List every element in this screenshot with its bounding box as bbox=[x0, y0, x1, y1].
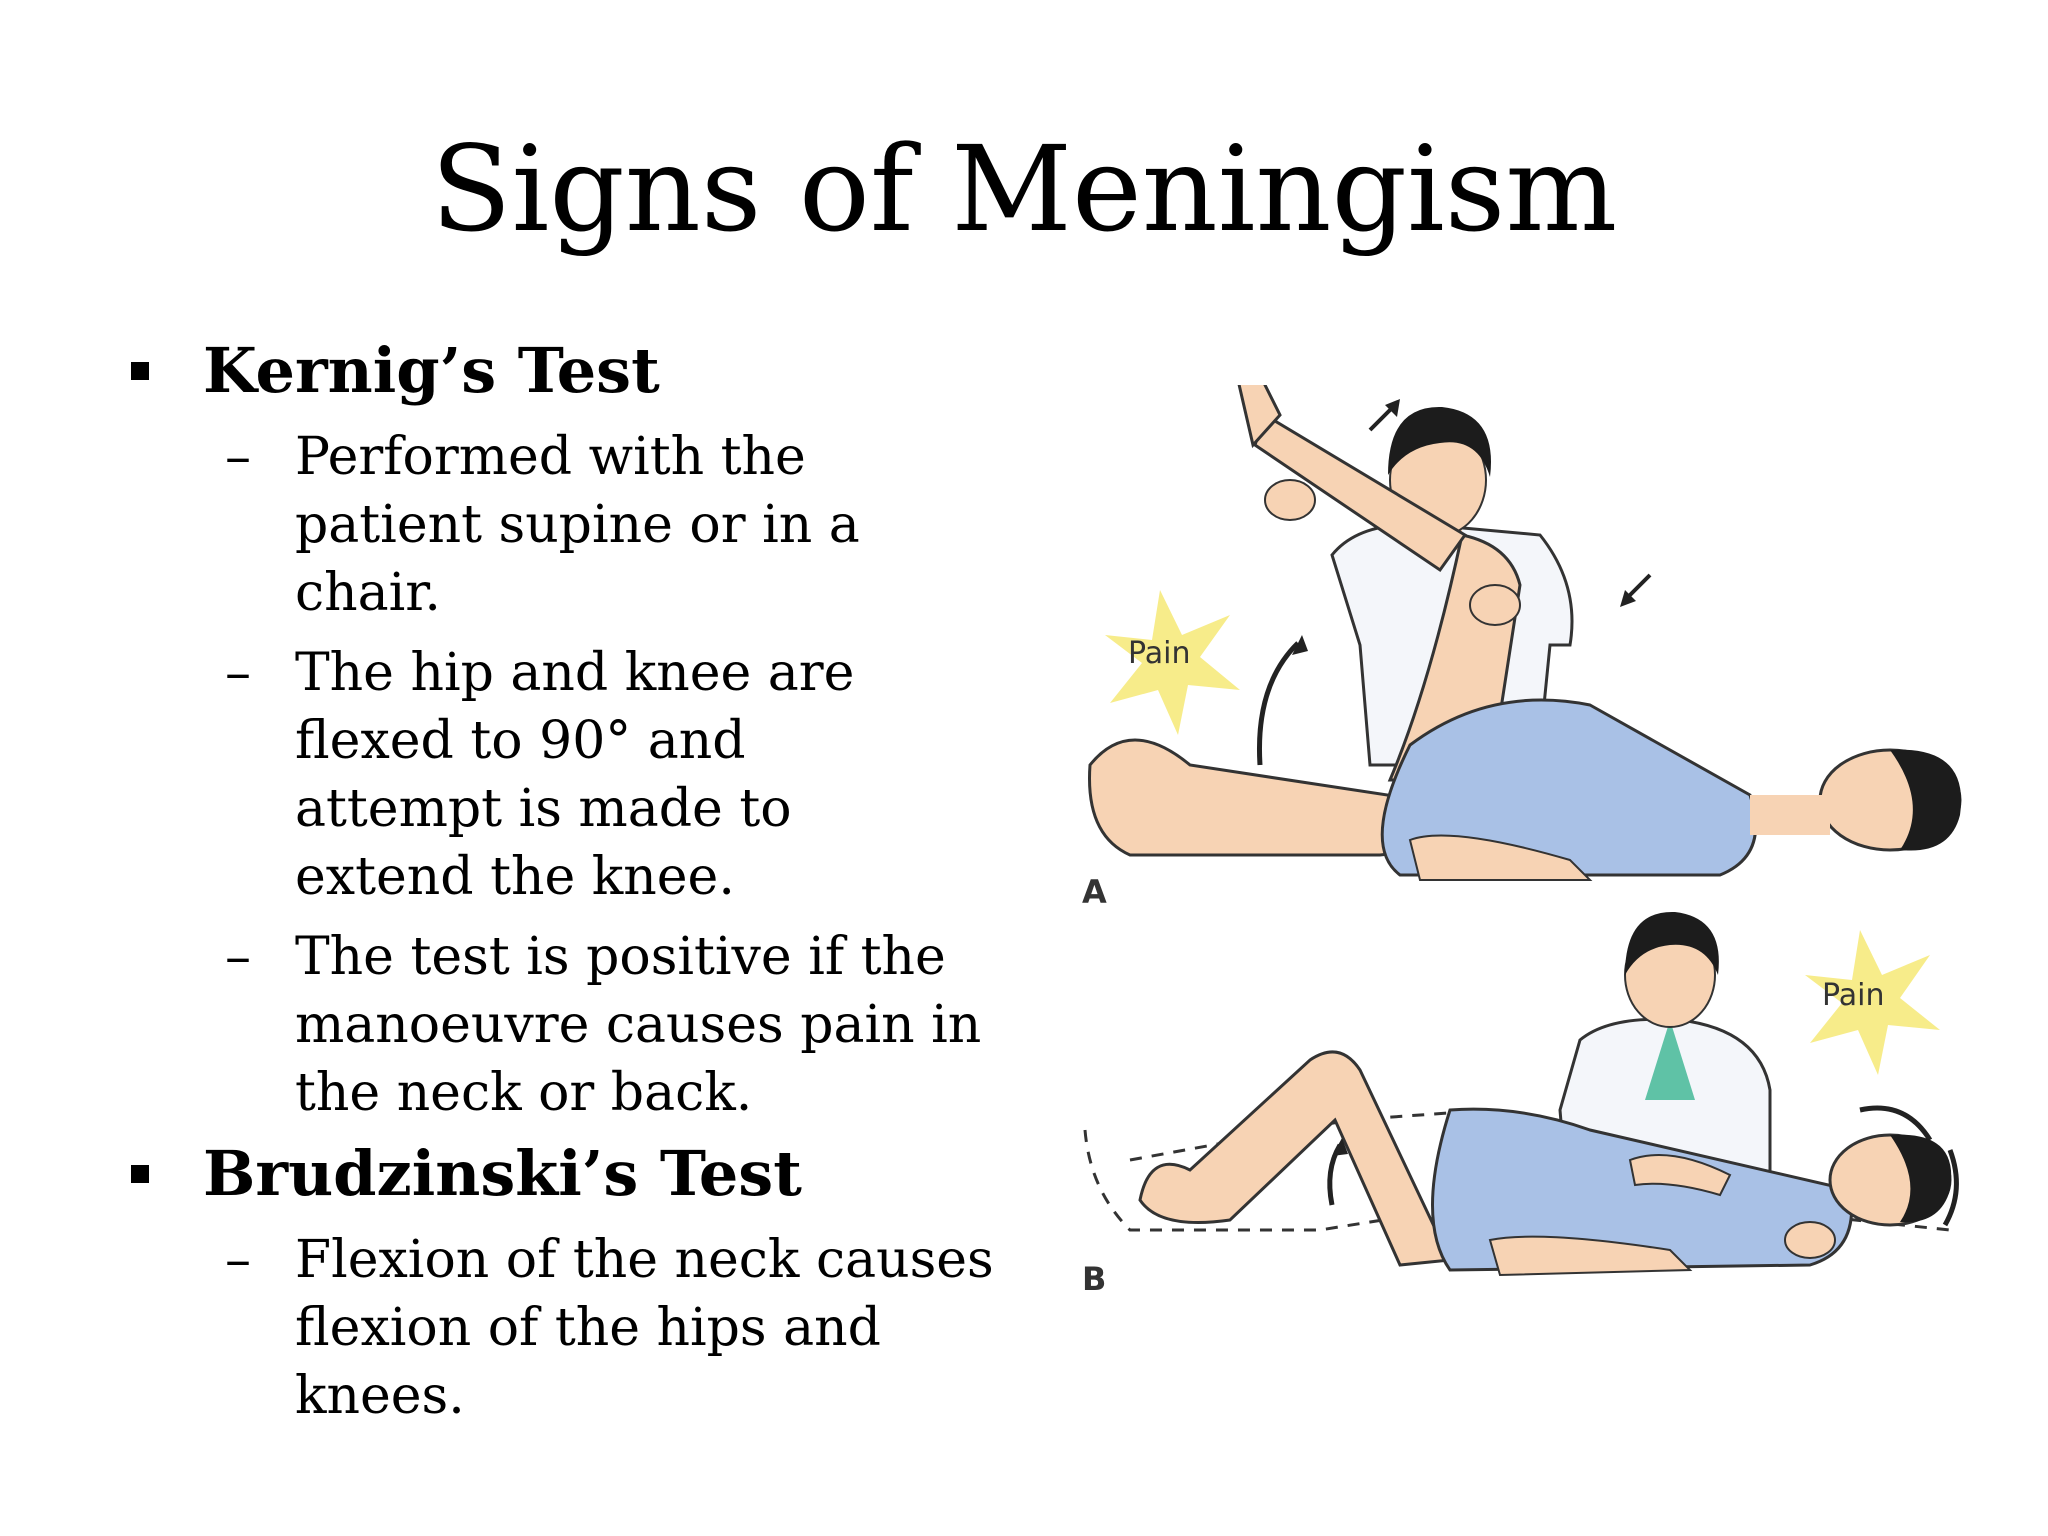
section-kernig bbox=[125, 334, 1025, 407]
square-bullet-icon bbox=[131, 1165, 149, 1183]
pain-label-b: Pain bbox=[1822, 978, 1885, 1013]
section-heading-kernig: Kernig’s Test bbox=[203, 334, 660, 407]
dash-icon: – bbox=[225, 927, 251, 988]
list-item bbox=[125, 423, 945, 627]
panel-label-b: B bbox=[1082, 1260, 1107, 1298]
pain-label-a: Pain bbox=[1128, 636, 1191, 671]
dash-icon: – bbox=[225, 643, 251, 704]
section-heading-brudzinski: Brudzinski’s Test bbox=[203, 1137, 802, 1211]
kernig-points bbox=[203, 423, 1025, 1127]
list-item bbox=[125, 639, 935, 911]
slide-title: Signs of Meningism bbox=[430, 120, 1618, 258]
list-item bbox=[125, 923, 1035, 1127]
bullet-content bbox=[125, 334, 1025, 1430]
dash-icon: – bbox=[225, 1230, 251, 1291]
list-item bbox=[125, 1226, 1035, 1430]
brudzinski-points bbox=[203, 1226, 1025, 1430]
kernig-point-1: Performed with the patient supine or in a chair. bbox=[295, 427, 860, 624]
dash-icon: – bbox=[225, 427, 251, 488]
panel-label-a: A bbox=[1082, 873, 1107, 911]
kernig-point-2: The hip and knee are flexed to 90° and attempt is made to extend the knee. bbox=[295, 643, 855, 908]
brudzinski-point-1: Flexion of the neck causes flexion of the hips and knees. bbox=[295, 1230, 994, 1427]
square-bullet-icon bbox=[131, 362, 149, 380]
meningism-illustration bbox=[1070, 385, 1970, 1515]
kernig-point-3: The test is positive if the manoeuvre causes pain in the neck or back. bbox=[295, 927, 982, 1124]
section-brudzinski bbox=[125, 1137, 1025, 1211]
